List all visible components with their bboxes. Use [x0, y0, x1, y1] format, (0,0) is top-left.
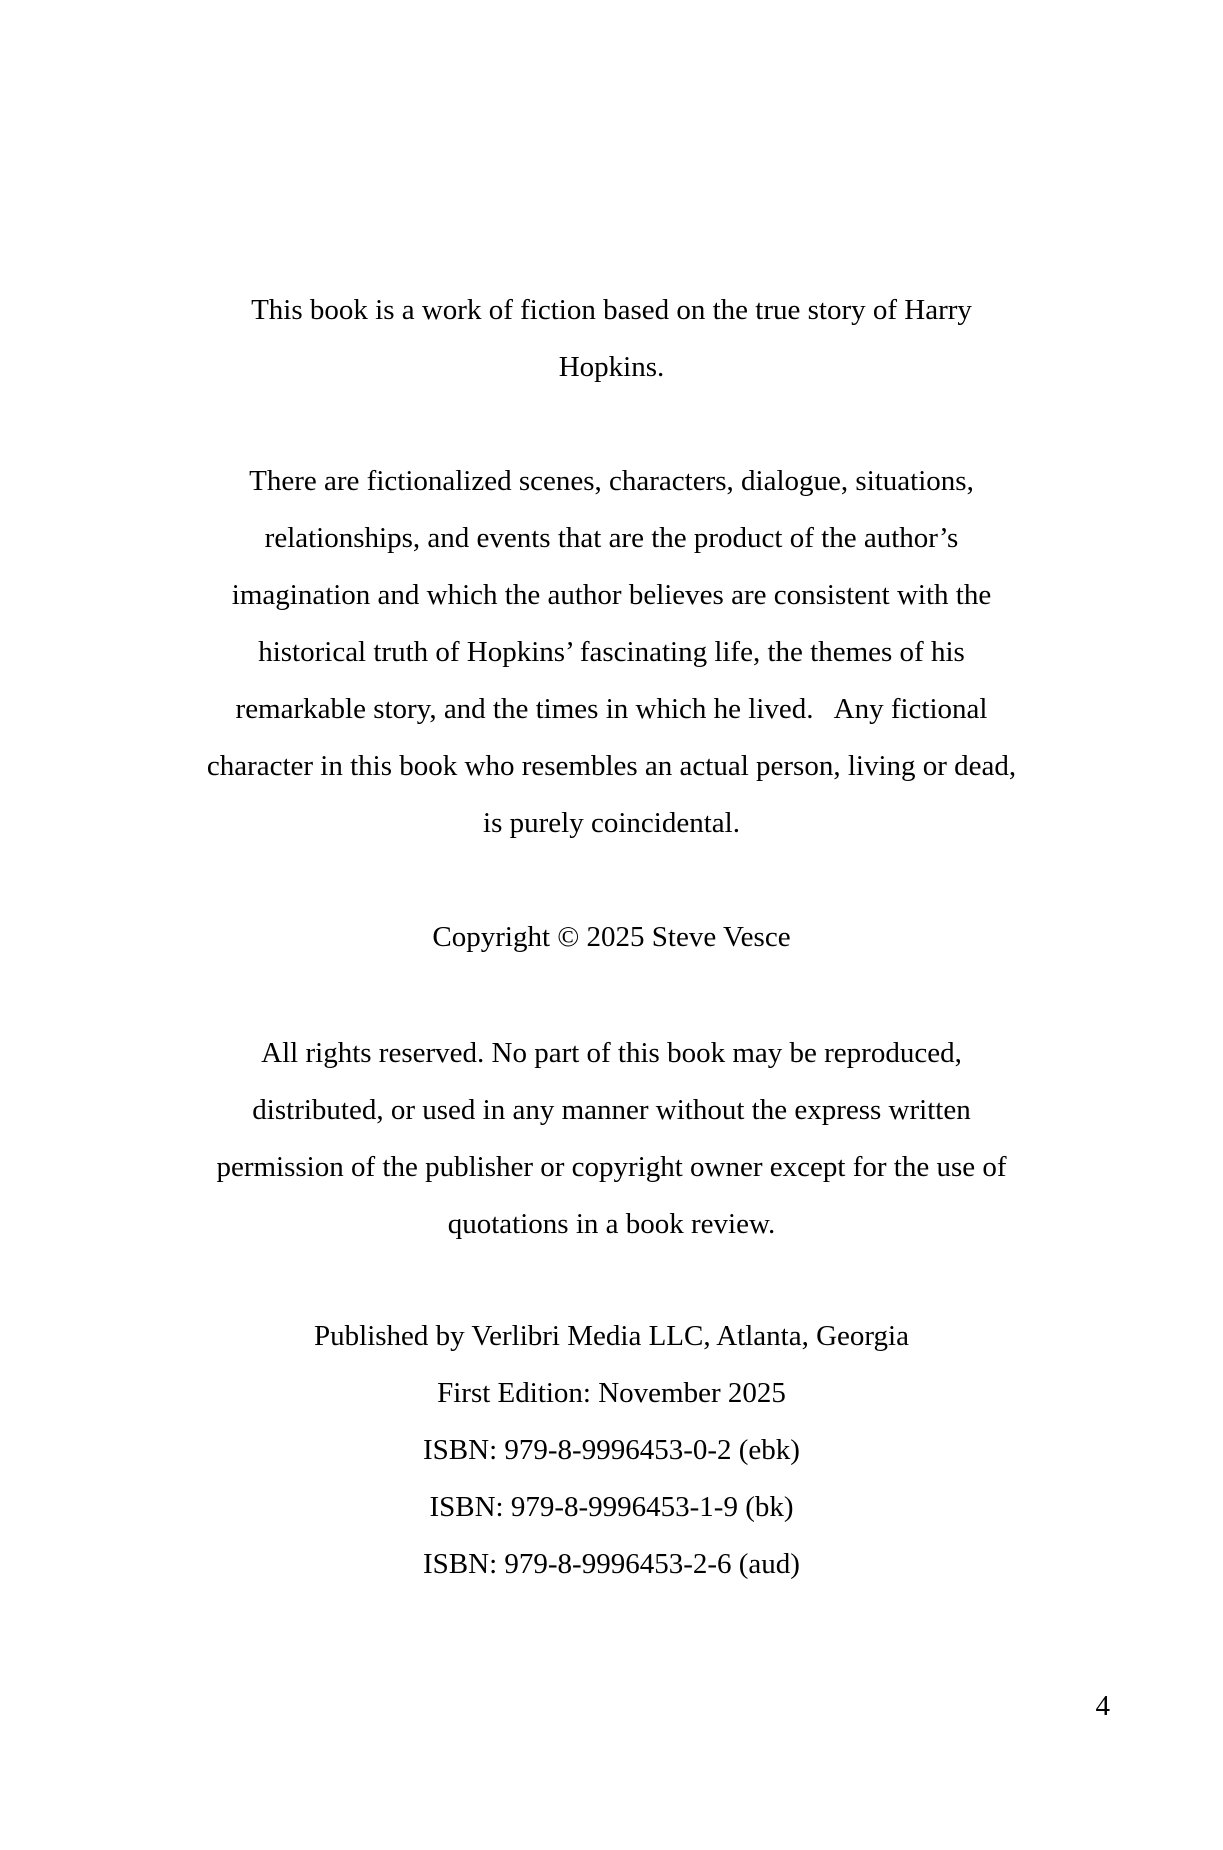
text-line: There are fictionalized scenes, characters, dialogue, situations,	[249, 465, 974, 497]
isbn-audio: ISBN: 979-8-9996453-2-6 (aud)	[423, 1548, 800, 1580]
edition-line: First Edition: November 2025	[437, 1377, 786, 1409]
text-line: quotations in a book review.	[447, 1208, 776, 1240]
copyright-notice: Copyright © 2025 Steve Vesce	[432, 921, 791, 953]
text-line: is purely coincidental.	[483, 807, 740, 839]
text-line: character in this book who resembles an actual person, living or dead,	[206, 750, 1017, 782]
text-line: historical truth of Hopkins’ fascinating life, the themes of his	[258, 636, 965, 668]
page-number: 4	[1095, 1690, 1110, 1722]
text-line: distributed, or used in any manner without the express written	[252, 1094, 971, 1126]
isbn-ebook: ISBN: 979-8-9996453-0-2 (ebk)	[423, 1434, 800, 1466]
text-line: remarkable story, and the times in which he lived. Any fictional	[235, 693, 988, 725]
isbn-book: ISBN: 979-8-9996453-1-9 (bk)	[429, 1491, 794, 1523]
publisher-line: Published by Verlibri Media LLC, Atlanta, Georgia	[314, 1320, 909, 1352]
text-line: imagination and which the author believes are consistent with the	[231, 579, 992, 611]
text-line: This book is a work of fiction based on the true story of Harry	[251, 294, 972, 326]
text-line: relationships, and events that are the product of the author’s	[264, 522, 959, 554]
text-line: Hopkins.	[558, 351, 665, 383]
text-line: All rights reserved. No part of this book may be reproduced,	[261, 1037, 962, 1069]
text-line: permission of the publisher or copyright owner except for the use of	[216, 1151, 1007, 1183]
